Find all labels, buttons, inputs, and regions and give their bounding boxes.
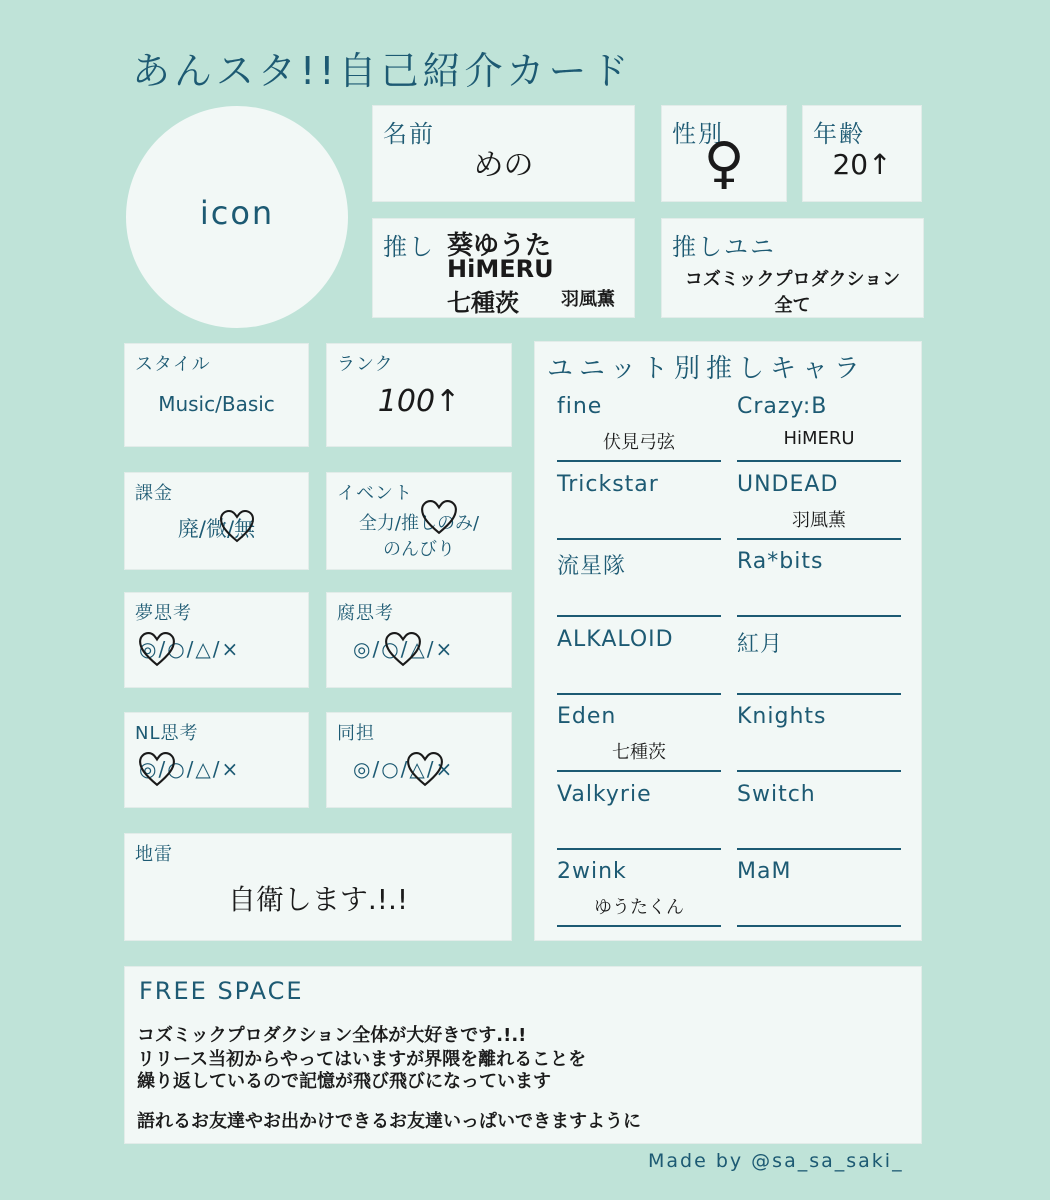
- event-line1: 全力/推しのみ/: [358, 513, 480, 534]
- unit-underline: [557, 615, 721, 617]
- oshi-line3: 七種茨: [447, 289, 519, 317]
- dotan-label: 同担: [337, 723, 375, 744]
- unit-underline: [737, 770, 901, 772]
- event-box: [326, 472, 512, 570]
- unit-underline: [557, 925, 721, 927]
- unit-underline: [737, 615, 901, 617]
- unit-fav-value: ゆうたくん: [594, 897, 684, 918]
- heart-icon: [405, 751, 445, 789]
- rank-value: 100↑: [377, 384, 461, 419]
- age-box: [802, 105, 922, 202]
- yume-label: 夢思考: [135, 603, 192, 624]
- oshi-line2: HiMERU: [447, 255, 554, 283]
- kakin-label: 課金: [135, 483, 173, 504]
- unit-underline: [557, 460, 721, 462]
- credit: Made by @sa_sa_saki_: [648, 1150, 904, 1172]
- unit-name: fine: [557, 394, 603, 419]
- dotan-options: ◎/○/△/×: [353, 757, 455, 781]
- unit-name: 流星隊: [557, 554, 627, 579]
- nl-box: [124, 712, 309, 808]
- unit-underline: [557, 693, 721, 695]
- unit-name: 2wink: [557, 859, 627, 884]
- fu-options: ◎/○/△/×: [353, 637, 455, 661]
- unit-name: Crazy:B: [737, 394, 828, 419]
- unit-name: Eden: [557, 704, 617, 729]
- age-label: 年齢: [813, 120, 865, 148]
- unit-fav-value: 七種茨: [612, 742, 666, 763]
- nl-label: NL思考: [135, 723, 199, 744]
- free-space-line4: 語れるお友達やお出かけできるお友達いっぱいできますように: [137, 1111, 641, 1132]
- jirai-box: [124, 833, 512, 941]
- event-label: イベント: [337, 483, 413, 504]
- unit-underline: [737, 848, 901, 850]
- free-space-line1: コズミックプロダクション全体が大好きです.!.!: [137, 1025, 527, 1046]
- style-label: スタイル: [135, 354, 211, 375]
- free-space-line2: リリース当初からやってはいますが界隈を離れることを: [137, 1049, 587, 1070]
- oshi-box: [372, 218, 635, 318]
- unit-name: Valkyrie: [557, 781, 652, 807]
- jirai-label: 地雷: [135, 844, 173, 865]
- oshi-unit-label: 推しユニ: [672, 233, 776, 261]
- unit-name: 紅月: [737, 631, 784, 657]
- free-space-label: FREE SPACE: [139, 977, 304, 1005]
- name-box: [372, 105, 635, 202]
- unit-underline: [557, 770, 721, 772]
- icon-label: icon: [199, 194, 275, 232]
- unit-underline: [557, 848, 721, 850]
- heart-icon: [419, 499, 459, 537]
- fu-label: 腐思考: [337, 603, 394, 624]
- heart-icon: [383, 631, 423, 669]
- nl-options: ◎/○/△/×: [139, 757, 241, 781]
- event-line2: のんびり: [383, 539, 455, 560]
- card-title: あんスタ!!自己紹介カード: [132, 49, 633, 93]
- unit-fav-value: 伏見弓弦: [603, 432, 675, 453]
- free-space-box: [124, 966, 922, 1144]
- style-value: Music/Basic: [158, 392, 275, 416]
- age-value: 20↑: [832, 148, 892, 181]
- unit-name: ALKALOID: [557, 626, 674, 652]
- unit-underline: [737, 460, 901, 462]
- unit-underline: [737, 693, 901, 695]
- unit-fav-value: HiMERU: [783, 428, 855, 449]
- unit-fav-value: 羽風薫: [792, 509, 846, 531]
- heart-icon: [137, 631, 177, 669]
- name-value: めの: [473, 148, 534, 183]
- fu-box: [326, 592, 512, 688]
- oshi-label: 推し: [383, 233, 435, 261]
- heart-icon: [137, 751, 177, 789]
- free-space-line3: 繰り返しているので記憶が飛び飛びになっています: [137, 1071, 551, 1092]
- kakin-box: [124, 472, 309, 570]
- name-label: 名前: [383, 120, 435, 148]
- yume-box: [124, 592, 309, 688]
- jirai-value: 自衛します.!.!: [227, 883, 409, 916]
- yume-options: ◎/○/△/×: [139, 637, 241, 661]
- unit-name: Knights: [737, 704, 827, 729]
- avatar: [126, 106, 348, 328]
- gender-value: ♀: [703, 131, 745, 196]
- unit-name: MaM: [737, 859, 792, 884]
- unit-name: Ra*bits: [737, 549, 824, 574]
- oshi-extra: 羽風薫: [561, 289, 615, 310]
- unit-underline: [737, 538, 901, 540]
- unit-name: Trickstar: [557, 471, 659, 497]
- unit-underline: [557, 538, 721, 540]
- kakin-value: 廃/微/無: [177, 517, 256, 541]
- rank-box: [326, 343, 512, 447]
- gender-label: 性別: [672, 120, 724, 148]
- rank-label: ランク: [337, 354, 394, 375]
- oshi-line1: 葵ゆうた: [447, 231, 552, 261]
- gender-box: [661, 105, 787, 202]
- unit-name: UNDEAD: [737, 471, 839, 497]
- oshi-unit-box: [661, 218, 924, 318]
- oshi-unit-line1: コズミックプロダクション: [684, 269, 901, 290]
- unit-oshi-panel: [534, 341, 922, 941]
- unit-oshi-title: ユニット別推しキャラ: [547, 354, 866, 384]
- oshi-unit-line2: 全て: [774, 295, 811, 316]
- unit-underline: [737, 925, 901, 927]
- dotan-box: [326, 712, 512, 808]
- style-box: [124, 343, 309, 447]
- unit-name: Switch: [737, 781, 816, 807]
- heart-icon: [219, 509, 255, 545]
